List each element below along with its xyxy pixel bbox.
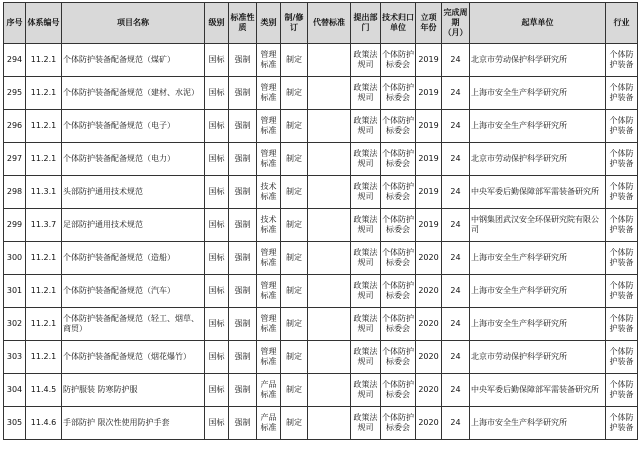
cell-nature: 强制	[229, 44, 257, 77]
cell-project-name: 足部防护通用技术规范	[62, 209, 205, 242]
cell-cycle: 24	[442, 308, 470, 341]
cell-seq: 296	[4, 110, 26, 143]
cell-technical-committee: 个体防护标委会	[381, 143, 416, 176]
cell-proposing-dept: 政策法规司	[351, 242, 381, 275]
cell-system-code: 11.3.1	[26, 176, 62, 209]
cell-drafting-unit: 中钢集团武汉安全环保研究院有限公司	[470, 209, 606, 242]
cell-project-name: 头部防护通用技术规范	[62, 176, 205, 209]
standards-table	[3, 2, 638, 440]
cell-level: 国标	[205, 77, 229, 110]
cell-cycle: 24	[442, 176, 470, 209]
cell-proposing-dept: 政策法规司	[351, 308, 381, 341]
cell-make-revise: 制定	[281, 341, 308, 374]
cell-category: 管理标准	[257, 77, 281, 110]
cell-project-name: 个体防护装备配备规范（电子）	[62, 110, 205, 143]
cell-make-revise: 制定	[281, 275, 308, 308]
cell-category: 管理标准	[257, 308, 281, 341]
cell-category: 管理标准	[257, 110, 281, 143]
cell-proposing-dept: 政策法规司	[351, 407, 381, 440]
col-header-industry: 行业	[606, 3, 638, 44]
cell-seq: 302	[4, 308, 26, 341]
cell-make-revise: 制定	[281, 308, 308, 341]
cell-nature: 强制	[229, 407, 257, 440]
cell-replaced-standard	[308, 341, 351, 374]
cell-nature: 强制	[229, 242, 257, 275]
cell-proposing-dept: 政策法规司	[351, 341, 381, 374]
cell-cycle: 24	[442, 374, 470, 407]
table-row	[4, 275, 638, 308]
cell-nature: 强制	[229, 275, 257, 308]
cell-make-revise: 制定	[281, 143, 308, 176]
cell-year: 2020	[416, 275, 442, 308]
table-body	[4, 44, 638, 440]
cell-make-revise: 制定	[281, 44, 308, 77]
cell-level: 国标	[205, 44, 229, 77]
cell-make-revise: 制定	[281, 209, 308, 242]
cell-proposing-dept: 政策法规司	[351, 110, 381, 143]
cell-system-code: 11.2.1	[26, 77, 62, 110]
col-header-level: 级别	[205, 3, 229, 44]
cell-technical-committee: 个体防护标委会	[381, 308, 416, 341]
cell-level: 国标	[205, 341, 229, 374]
col-header-project-name: 项目名称	[62, 3, 205, 44]
cell-nature: 强制	[229, 308, 257, 341]
cell-project-name: 防护服装 防寒防护服	[62, 374, 205, 407]
cell-proposing-dept: 政策法规司	[351, 374, 381, 407]
cell-category: 管理标准	[257, 242, 281, 275]
col-header-replaced-standard: 代替标准	[308, 3, 351, 44]
cell-technical-committee: 个体防护标委会	[381, 407, 416, 440]
cell-technical-committee: 个体防护标委会	[381, 44, 416, 77]
cell-system-code: 11.4.5	[26, 374, 62, 407]
cell-make-revise: 制定	[281, 407, 308, 440]
cell-cycle: 24	[442, 242, 470, 275]
cell-level: 国标	[205, 209, 229, 242]
cell-year: 2019	[416, 110, 442, 143]
table-row	[4, 374, 638, 407]
cell-seq: 304	[4, 374, 26, 407]
cell-cycle: 24	[442, 77, 470, 110]
cell-technical-committee: 个体防护标委会	[381, 374, 416, 407]
table-row	[4, 209, 638, 242]
cell-drafting-unit: 上海市安全生产科学研究所	[470, 308, 606, 341]
table-row	[4, 110, 638, 143]
cell-system-code: 11.2.1	[26, 110, 62, 143]
cell-category: 技术标准	[257, 209, 281, 242]
cell-drafting-unit: 北京市劳动保护科学研究所	[470, 143, 606, 176]
cell-nature: 强制	[229, 77, 257, 110]
header-row	[4, 3, 638, 44]
cell-industry: 个体防护装备	[606, 176, 638, 209]
cell-industry: 个体防护装备	[606, 308, 638, 341]
cell-make-revise: 制定	[281, 242, 308, 275]
cell-seq: 299	[4, 209, 26, 242]
cell-nature: 强制	[229, 374, 257, 407]
cell-nature: 强制	[229, 110, 257, 143]
cell-replaced-standard	[308, 77, 351, 110]
cell-replaced-standard	[308, 176, 351, 209]
cell-cycle: 24	[442, 341, 470, 374]
cell-year: 2019	[416, 176, 442, 209]
cell-year: 2020	[416, 374, 442, 407]
cell-project-name: 手部防护 限次性使用防护手套	[62, 407, 205, 440]
cell-year: 2020	[416, 341, 442, 374]
cell-cycle: 24	[442, 209, 470, 242]
cell-drafting-unit: 上海市安全生产科学研究所	[470, 110, 606, 143]
cell-year: 2020	[416, 407, 442, 440]
cell-seq: 297	[4, 143, 26, 176]
cell-industry: 个体防护装备	[606, 77, 638, 110]
table-row	[4, 407, 638, 440]
cell-nature: 强制	[229, 209, 257, 242]
cell-industry: 个体防护装备	[606, 209, 638, 242]
cell-level: 国标	[205, 275, 229, 308]
cell-cycle: 24	[442, 110, 470, 143]
col-header-nature: 标准性质	[229, 3, 257, 44]
cell-drafting-unit: 中央军委后勤保障部军需装备研究所	[470, 374, 606, 407]
cell-system-code: 11.2.1	[26, 143, 62, 176]
cell-year: 2019	[416, 143, 442, 176]
cell-cycle: 24	[442, 143, 470, 176]
cell-replaced-standard	[308, 275, 351, 308]
cell-category: 产品标准	[257, 374, 281, 407]
cell-technical-committee: 个体防护标委会	[381, 209, 416, 242]
col-header-drafting-unit: 起草单位	[470, 3, 606, 44]
cell-proposing-dept: 政策法规司	[351, 77, 381, 110]
cell-seq: 294	[4, 44, 26, 77]
cell-make-revise: 制定	[281, 374, 308, 407]
cell-category: 技术标准	[257, 176, 281, 209]
cell-drafting-unit: 上海市安全生产科学研究所	[470, 77, 606, 110]
cell-drafting-unit: 北京市劳动保护科学研究所	[470, 341, 606, 374]
cell-proposing-dept: 政策法规司	[351, 275, 381, 308]
cell-project-name: 个体防护装备配备规范（轻工、烟草、商贸）	[62, 308, 205, 341]
table-row	[4, 341, 638, 374]
standards-table-container	[3, 2, 638, 440]
cell-technical-committee: 个体防护标委会	[381, 242, 416, 275]
cell-system-code: 11.2.1	[26, 341, 62, 374]
cell-level: 国标	[205, 308, 229, 341]
col-header-cycle: 完成周期（月）	[442, 3, 470, 44]
cell-technical-committee: 个体防护标委会	[381, 110, 416, 143]
cell-industry: 个体防护装备	[606, 143, 638, 176]
cell-industry: 个体防护装备	[606, 341, 638, 374]
cell-industry: 个体防护装备	[606, 407, 638, 440]
cell-project-name: 个体防护装备配备规范（电力）	[62, 143, 205, 176]
cell-proposing-dept: 政策法规司	[351, 44, 381, 77]
cell-project-name: 个体防护装备配备规范（烟花爆竹）	[62, 341, 205, 374]
cell-level: 国标	[205, 242, 229, 275]
cell-category: 管理标准	[257, 341, 281, 374]
cell-level: 国标	[205, 143, 229, 176]
cell-technical-committee: 个体防护标委会	[381, 275, 416, 308]
table-row	[4, 242, 638, 275]
col-header-seq: 序号	[4, 3, 26, 44]
cell-cycle: 24	[442, 407, 470, 440]
cell-industry: 个体防护装备	[606, 110, 638, 143]
cell-proposing-dept: 政策法规司	[351, 176, 381, 209]
cell-seq: 298	[4, 176, 26, 209]
table-row	[4, 44, 638, 77]
cell-industry: 个体防护装备	[606, 275, 638, 308]
cell-project-name: 个体防护装备配备规范（煤矿）	[62, 44, 205, 77]
cell-replaced-standard	[308, 209, 351, 242]
cell-system-code: 11.4.6	[26, 407, 62, 440]
cell-replaced-standard	[308, 242, 351, 275]
cell-year: 2020	[416, 242, 442, 275]
cell-category: 管理标准	[257, 44, 281, 77]
cell-technical-committee: 个体防护标委会	[381, 77, 416, 110]
cell-make-revise: 制定	[281, 77, 308, 110]
col-header-proposing-dept: 提出部门	[351, 3, 381, 44]
col-header-technical-committee: 技术归口单位	[381, 3, 416, 44]
cell-drafting-unit: 中央军委后勤保障部军需装备研究所	[470, 176, 606, 209]
cell-replaced-standard	[308, 143, 351, 176]
cell-category: 管理标准	[257, 143, 281, 176]
cell-project-name: 个体防护装备配备规范（建材、水泥）	[62, 77, 205, 110]
cell-cycle: 24	[442, 275, 470, 308]
cell-year: 2020	[416, 308, 442, 341]
cell-seq: 303	[4, 341, 26, 374]
cell-year: 2019	[416, 77, 442, 110]
cell-technical-committee: 个体防护标委会	[381, 176, 416, 209]
cell-project-name: 个体防护装备配备规范（造船）	[62, 242, 205, 275]
cell-nature: 强制	[229, 341, 257, 374]
cell-industry: 个体防护装备	[606, 374, 638, 407]
cell-level: 国标	[205, 110, 229, 143]
cell-project-name: 个体防护装备配备规范（汽车）	[62, 275, 205, 308]
cell-make-revise: 制定	[281, 110, 308, 143]
table-row	[4, 308, 638, 341]
cell-system-code: 11.2.1	[26, 242, 62, 275]
cell-system-code: 11.2.1	[26, 308, 62, 341]
cell-year: 2019	[416, 209, 442, 242]
table-row	[4, 176, 638, 209]
col-header-category: 类别	[257, 3, 281, 44]
col-header-system-code: 体系编号	[26, 3, 62, 44]
cell-replaced-standard	[308, 374, 351, 407]
cell-industry: 个体防护装备	[606, 242, 638, 275]
cell-seq: 305	[4, 407, 26, 440]
cell-drafting-unit: 上海市安全生产科学研究所	[470, 407, 606, 440]
cell-cycle: 24	[442, 44, 470, 77]
cell-industry: 个体防护装备	[606, 44, 638, 77]
cell-system-code: 11.3.7	[26, 209, 62, 242]
cell-proposing-dept: 政策法规司	[351, 209, 381, 242]
cell-system-code: 11.2.1	[26, 275, 62, 308]
cell-year: 2019	[416, 44, 442, 77]
cell-replaced-standard	[308, 407, 351, 440]
cell-drafting-unit: 北京市劳动保护科学研究所	[470, 44, 606, 77]
cell-category: 产品标准	[257, 407, 281, 440]
cell-category: 管理标准	[257, 275, 281, 308]
cell-replaced-standard	[308, 308, 351, 341]
cell-level: 国标	[205, 407, 229, 440]
cell-system-code: 11.2.1	[26, 44, 62, 77]
table-row	[4, 143, 638, 176]
col-header-make-revise: 制/修订	[281, 3, 308, 44]
cell-drafting-unit: 上海市安全生产科学研究所	[470, 275, 606, 308]
cell-seq: 301	[4, 275, 26, 308]
cell-technical-committee: 个体防护标委会	[381, 341, 416, 374]
cell-make-revise: 制定	[281, 176, 308, 209]
cell-nature: 强制	[229, 176, 257, 209]
cell-level: 国标	[205, 374, 229, 407]
cell-drafting-unit: 上海市安全生产科学研究所	[470, 242, 606, 275]
cell-seq: 295	[4, 77, 26, 110]
cell-seq: 300	[4, 242, 26, 275]
cell-level: 国标	[205, 176, 229, 209]
cell-replaced-standard	[308, 44, 351, 77]
col-header-year: 立项年份	[416, 3, 442, 44]
cell-proposing-dept: 政策法规司	[351, 143, 381, 176]
table-row	[4, 77, 638, 110]
cell-replaced-standard	[308, 110, 351, 143]
cell-nature: 强制	[229, 143, 257, 176]
